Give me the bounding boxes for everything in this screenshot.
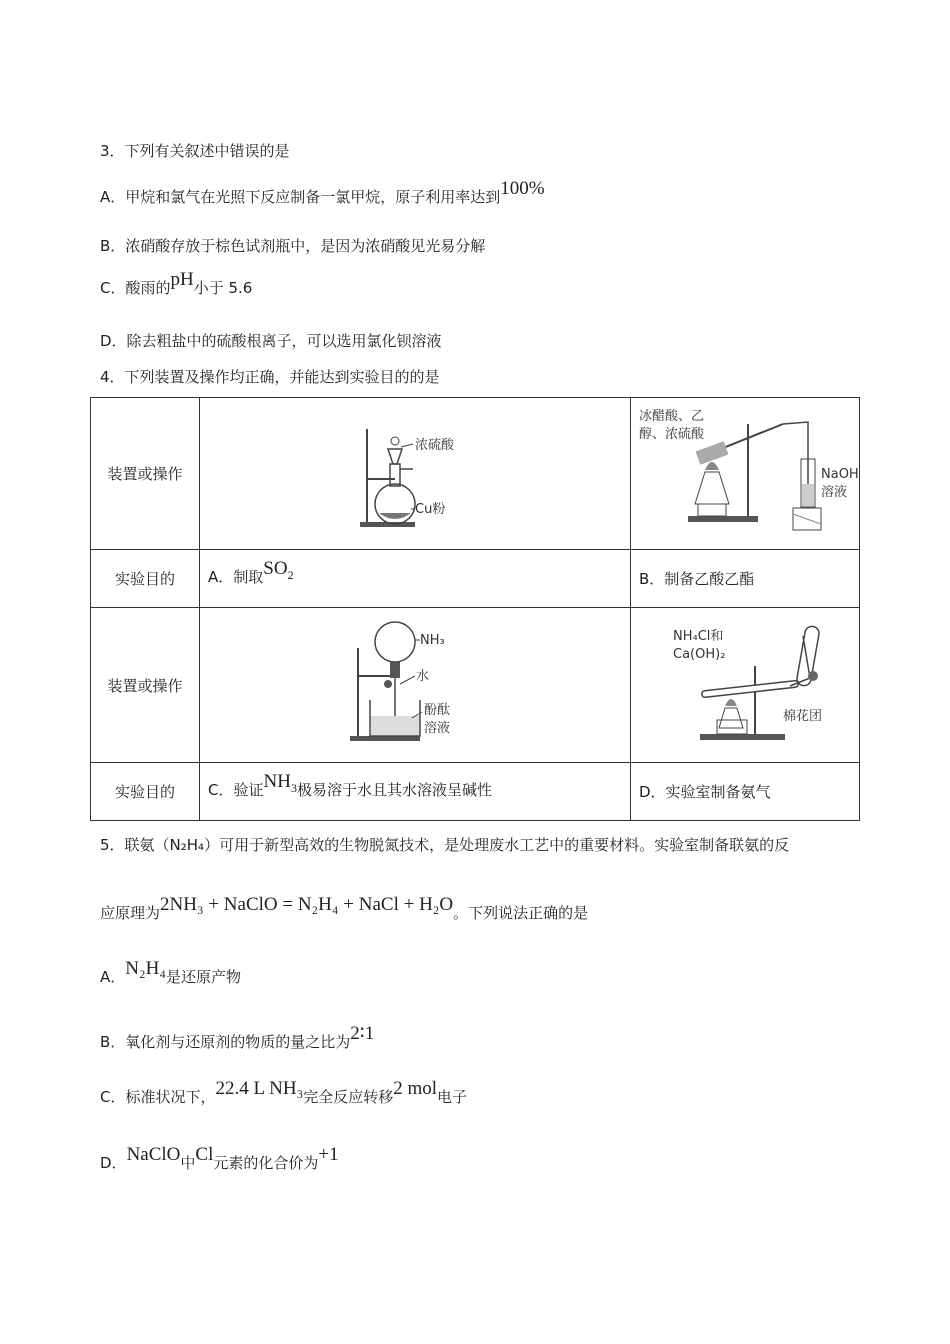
ammonia-fountain-apparatus-figure (350, 618, 480, 748)
sulfur-dioxide-apparatus-figure (355, 409, 475, 534)
figure-c-label-nh3: NH₃ (420, 633, 445, 648)
figure-a-label-top: 浓硫酸 (415, 438, 455, 453)
q4-goal-label-2: 实验目的 (91, 763, 200, 821)
q4-table (90, 397, 860, 821)
q4-goal-a-text: A．制取 (208, 568, 264, 587)
q5-option-d (100, 1144, 339, 1174)
q4-goal-b: B．制备乙酸乙酯 (631, 550, 860, 608)
q5-option-d-value: +1 (318, 1144, 339, 1165)
q5-option-c-mid: 完全反应转移 (303, 1088, 394, 1106)
q3-stem: 3．下列有关叙述中错误的是 (100, 142, 290, 160)
q5-option-d-mid: 中 (180, 1154, 196, 1172)
q5-option-a-suffix: 是还原产物 (165, 968, 241, 986)
q4-figure-b-cell (631, 398, 860, 550)
q4-goal-a-formula (263, 558, 294, 582)
q4-figure-a-cell (200, 398, 631, 550)
q4-goal-label-1: 实验目的 (91, 550, 200, 608)
q5-stem-line2-prefix: 应原理为 (100, 904, 161, 922)
q4-goal-c-formula-main: NH (263, 771, 291, 793)
q5-option-c-suffix: 电子 (437, 1088, 468, 1106)
q5-option-c-formula: 22.4 L NH₃ (215, 1078, 304, 1099)
figure-b-label-right2: 溶液 (820, 485, 847, 500)
figure-c-label-right2: 溶液 (424, 721, 451, 736)
q5-option-b-ratio: 2∶1 (350, 1023, 375, 1044)
q5-option-b-prefix: B．氧化剂与还原剂的物质的量之比为 (100, 1033, 351, 1051)
q4-goal-c-formula (263, 771, 297, 795)
figure-c-label-water: 水 (416, 669, 430, 684)
q3-option-a (100, 178, 545, 208)
q4-figure-d-cell (631, 608, 860, 763)
q3-option-b: B．浓硝酸存放于棕色试剂瓶中，是因为浓硝酸见光易分解 (100, 237, 486, 255)
figure-d-label-right: 棉花团 (783, 708, 823, 724)
figure-b-label-right1: NaOH (820, 467, 858, 482)
q5-option-d-suffix: 元素的化合价为 (213, 1154, 319, 1172)
figure-b-label-top2: 醇、浓硫酸 (638, 427, 704, 442)
q3-option-c-ph: pH (170, 269, 194, 290)
q5-option-a-formula: N₂H₄ (125, 958, 166, 979)
q5-option-d-prefix: D． (100, 1154, 127, 1172)
ammonia-preparation-apparatus-figure (645, 616, 845, 751)
q4-row-device-2 (91, 608, 860, 763)
q4-goal-c (200, 763, 631, 821)
q5-stem-line2-suffix: 。下列说法正确的是 (453, 904, 589, 922)
q4-row-goal-1 (91, 550, 860, 608)
ethyl-acetate-apparatus-figure (633, 404, 858, 539)
q3-option-c-suffix: 小于 5.6 (193, 279, 253, 297)
q3-option-c-prefix: C．酸雨的 (100, 279, 171, 297)
q5-option-d-formula1: NaClO (126, 1144, 181, 1165)
q5-option-c-amount: 2 mol (393, 1078, 438, 1099)
figure-b-label-top1: 冰醋酸、乙 (638, 409, 704, 424)
q4-goal-c-suffix: 极易溶于水且其水溶液呈碱性 (296, 781, 492, 800)
figure-d-label-top2: Ca(OH)₂ (673, 646, 726, 662)
q5-option-a-prefix: A． (100, 968, 126, 986)
q5-option-d-formula2: Cl (195, 1144, 214, 1165)
q4-goal-d: D．实验室制备氨气 (631, 763, 860, 821)
q4-device-label-1: 装置或操作 (91, 398, 200, 550)
q3-option-a-value: 100% (500, 178, 545, 199)
figure-c-label-right1: 酚酞 (424, 703, 451, 718)
q3-option-a-text: A．甲烷和氯气在光照下反应制备一氯甲烷，原子利用率达到 (100, 188, 501, 206)
q5-equation: 2NH₃ + NaClO = N₂H₄ + NaCl + H₂O (160, 894, 454, 915)
q4-goal-c-formula-sub: 3 (290, 780, 297, 795)
q3-option-d: D．除去粗盐中的硫酸根离子，可以选用氯化钡溶液 (100, 332, 442, 350)
q5-stem-line2 (100, 894, 589, 924)
figure-a-label-bottom: Cu粉 (415, 502, 446, 517)
q4-goal-a-formula-sub: 2 (287, 567, 294, 582)
q4-stem: 4．下列装置及操作均正确，并能达到实验目的的是 (100, 368, 440, 386)
q4-goal-c-prefix: C．验证 (208, 781, 264, 800)
q4-goal-a-formula-main: SO (263, 558, 288, 580)
q5-option-b (100, 1023, 375, 1053)
q4-row-device-1 (91, 398, 860, 550)
q4-row-goal-2 (91, 763, 860, 821)
q4-device-label-2: 装置或操作 (91, 608, 200, 763)
q4-figure-c-cell (200, 608, 631, 763)
q3-option-c (100, 269, 253, 299)
figure-d-label-top1: NH₄Cl和 (673, 628, 724, 644)
q5-option-c (100, 1078, 468, 1108)
q5-option-a (100, 958, 241, 988)
q4-goal-a (200, 550, 631, 608)
q5-stem-line1: 5．联氨（N₂H₄）可用于新型高效的生物脱氮技术，是处理废水工艺中的重要材料。实验室制备联氨的反 (100, 836, 790, 854)
q5-option-c-prefix: C．标准状况下， (100, 1088, 216, 1106)
